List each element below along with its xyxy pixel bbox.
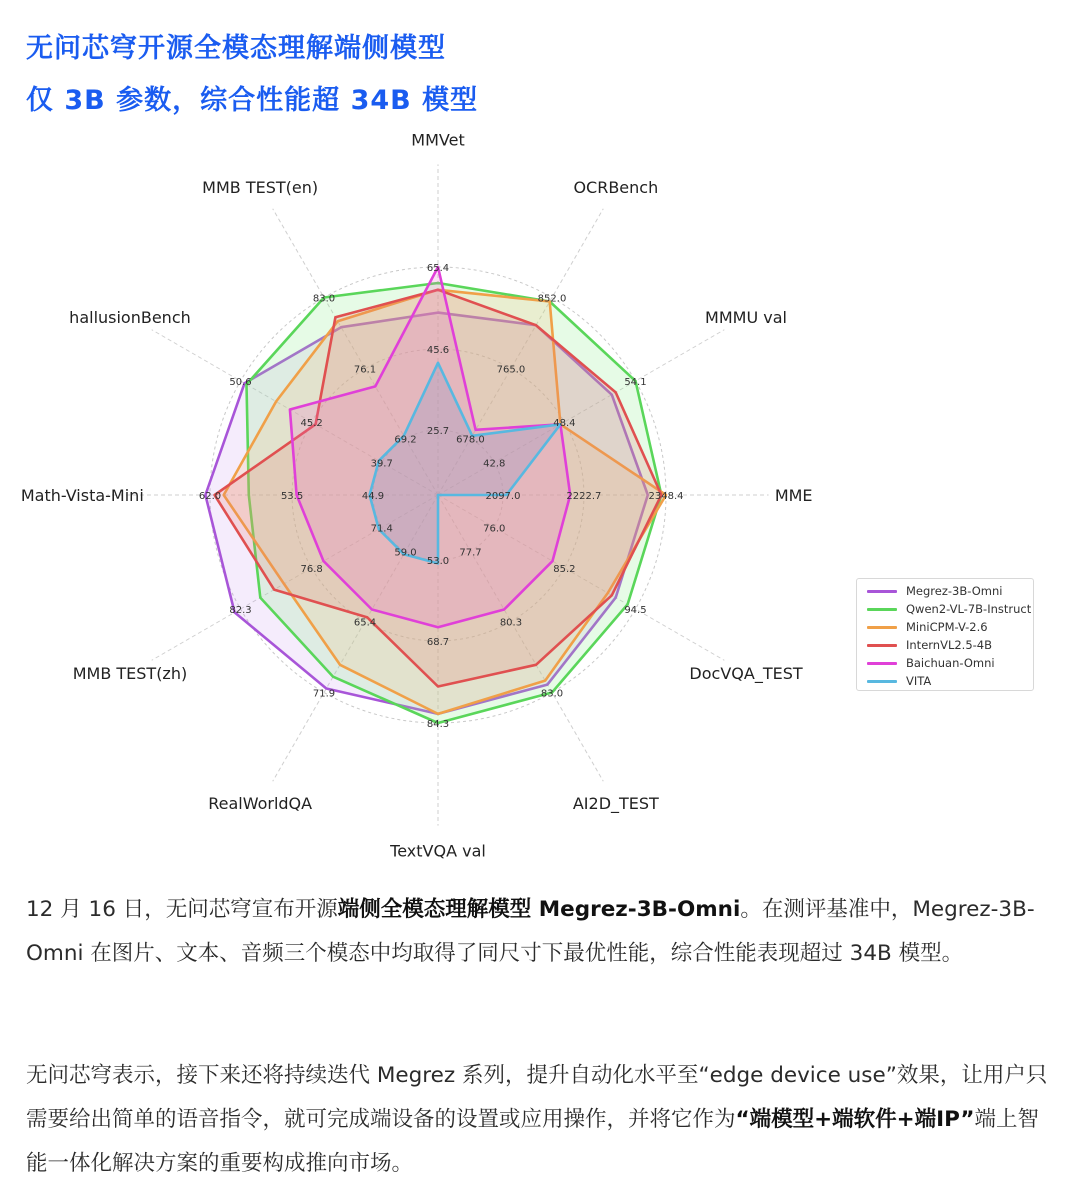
tick-label: 45.6 — [426, 345, 450, 357]
legend-swatch-icon — [867, 608, 897, 611]
tick-label: 71.9 — [312, 688, 336, 700]
axis-label: hallusionBench — [69, 308, 191, 328]
tick-label: 42.8 — [483, 458, 506, 470]
tick-label: 44.9 — [361, 491, 385, 502]
axis-label: Math-Vista-Mini — [20, 486, 144, 505]
headline-line-1: 无问芯穹开源全模态理解端侧模型 — [26, 33, 446, 64]
tick-label: 852.0 — [537, 293, 567, 305]
legend-label: Megrez-3B-Omni — [906, 584, 1003, 598]
radar-chart — [0, 130, 1080, 861]
axis-label: TextVQA val — [390, 841, 486, 861]
tick-label: 50.6 — [229, 377, 252, 388]
tick-label: 45.2 — [300, 418, 323, 430]
tick-label: 71.4 — [370, 523, 393, 535]
legend-item — [857, 618, 1033, 636]
tick-label: 2348.4 — [648, 491, 684, 502]
tick-label: 39.7 — [370, 458, 393, 470]
legend-item — [857, 600, 1033, 618]
axis-label: DocVQA_TEST — [689, 663, 803, 683]
tick-label: 765.0 — [496, 364, 526, 376]
legend-label: InternVL2.5-4B — [906, 638, 992, 652]
axis-label: MMB TEST(zh) — [72, 663, 188, 683]
tick-label: 83.0 — [540, 688, 564, 700]
paragraph-text: 端上智能一体化解决方案的重要构成推向市场。 — [26, 1107, 1039, 1176]
legend-item — [857, 672, 1033, 690]
tick-label: 94.5 — [624, 605, 647, 616]
article-paragraph-2 — [26, 1054, 1056, 1186]
paragraph-text: 12 月 16 日，无问芯穹宣布开源 — [26, 897, 338, 922]
tick-label: 54.1 — [624, 377, 647, 388]
tick-label: 68.7 — [426, 636, 450, 648]
legend-swatch-icon — [867, 626, 897, 629]
chart-legend — [856, 578, 1034, 691]
tick-label: 25.7 — [426, 426, 450, 438]
legend-label: Baichuan-Omni — [906, 656, 995, 670]
tick-label: 2097.0 — [485, 491, 521, 502]
legend-label: MiniCPM-V-2.6 — [906, 620, 988, 634]
tick-label: 48.4 — [553, 418, 576, 430]
legend-label: Qwen2-VL-7B-Instruct — [906, 602, 1032, 616]
paragraph-text: 无问芯穹表示，接下来还将持续迭代 Megrez 系列，提升自动化水平至“edge device use”效果，让用户只需要给出简单的语音指令，就可完成端设备的设置或应用操作，并将它作为 — [26, 1063, 1048, 1132]
axis-label: AI2D_TEST — [572, 794, 659, 814]
tick-label: 678.0 — [456, 434, 485, 446]
tick-label: 76.1 — [353, 364, 377, 376]
tick-label: 59.0 — [394, 547, 417, 559]
legend-swatch-icon — [867, 590, 897, 593]
tick-label: 53.5 — [280, 491, 304, 502]
legend-swatch-icon — [867, 680, 897, 683]
axis-label: MMB TEST(en) — [202, 177, 319, 197]
paragraph-bold-text: 端侧全模态理解模型 Megrez-3B-Omni — [337, 897, 741, 922]
tick-label: 62.0 — [198, 491, 222, 502]
article-paragraph-1 — [26, 888, 1056, 976]
radar-chart-svg — [0, 130, 1080, 861]
legend-swatch-icon — [867, 662, 897, 665]
tick-label: 83.0 — [312, 293, 336, 305]
axis-label: MMMU val — [705, 308, 787, 328]
paragraph-bold-text: “端模型+端软件+端IP” — [735, 1107, 975, 1132]
legend-label: VITA — [906, 674, 932, 688]
tick-label: 76.0 — [483, 523, 506, 535]
axis-label: OCRBench — [573, 177, 659, 197]
axis-label: MMVet — [411, 130, 465, 150]
legend-item — [857, 654, 1033, 672]
tick-label: 2222.7 — [566, 491, 602, 502]
axis-label: RealWorldQA — [208, 794, 313, 814]
tick-label: 65.4 — [426, 263, 450, 274]
axis-label: MME — [774, 486, 813, 505]
tick-label: 80.3 — [499, 617, 523, 629]
tick-label: 53.0 — [426, 555, 450, 567]
tick-label: 65.4 — [353, 617, 377, 629]
legend-swatch-icon — [867, 644, 897, 647]
legend-item — [857, 636, 1033, 654]
tick-label: 84.3 — [426, 719, 450, 730]
tick-label: 82.3 — [229, 605, 252, 616]
tick-label: 76.8 — [300, 563, 323, 575]
headline-line-2: 仅 3B 参数，综合性能超 34B 模型 — [26, 85, 479, 116]
tick-label: 77.7 — [459, 547, 482, 559]
paragraph-text: 。在测评基准中，Megrez-3B-Omni 在图片、文本、音频三个模态中均取得了同尺寸下最优性能，综合性能表现超过 34B 模型。 — [26, 897, 1035, 966]
tick-label: 85.2 — [553, 563, 576, 575]
legend-item — [857, 582, 1033, 600]
tick-label: 69.2 — [394, 434, 417, 446]
